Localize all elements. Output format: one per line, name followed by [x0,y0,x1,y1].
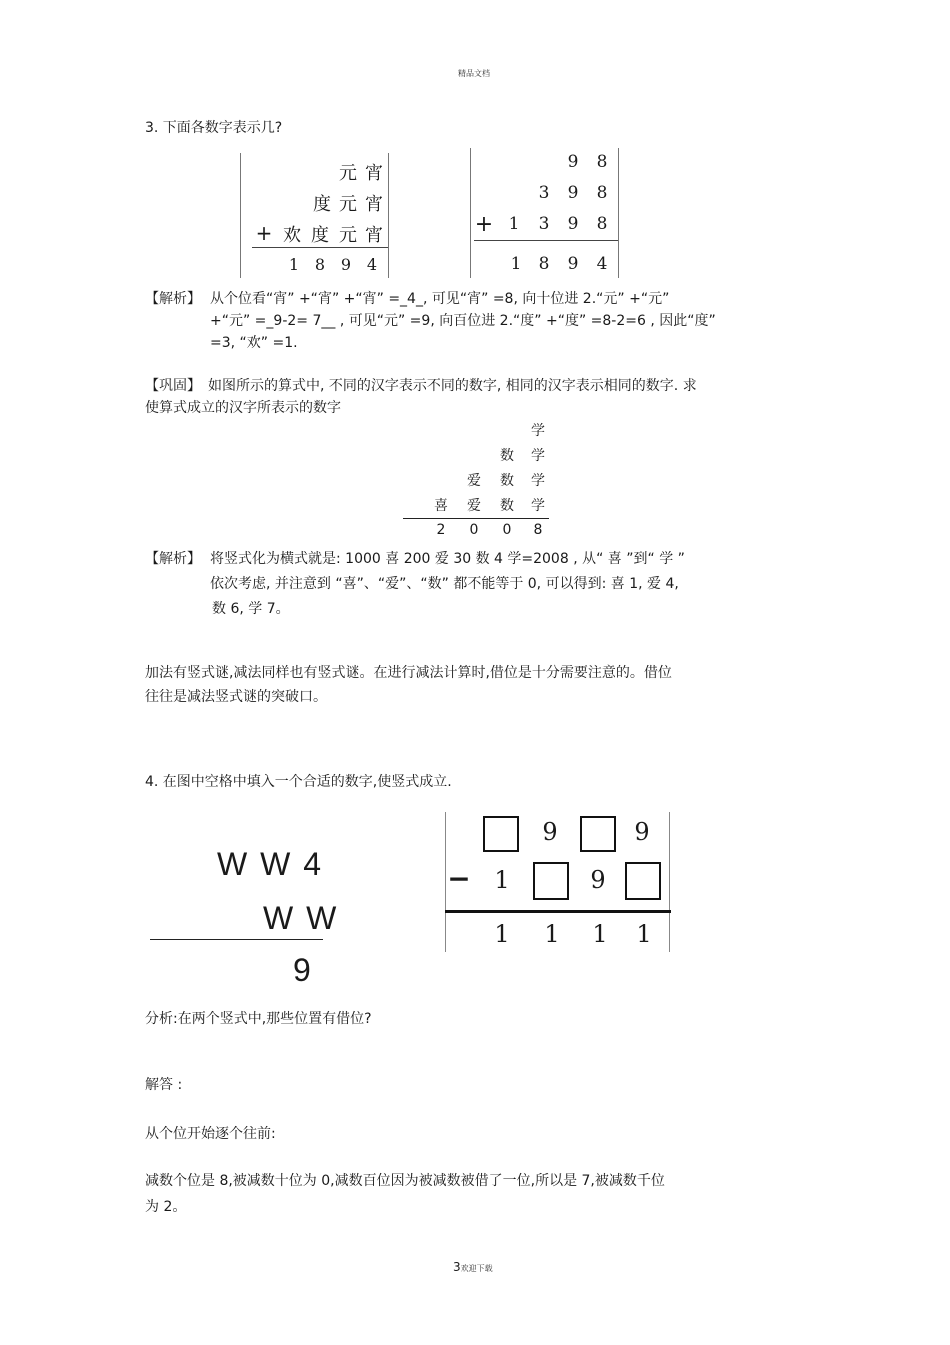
header-label: 精品文档 [458,69,490,78]
analysis-tag: 【解析】 [145,291,201,307]
figure-border [445,812,446,952]
hanzi-cell: 喜 [434,498,448,514]
hanzi-cell: 宵 [365,194,383,215]
digit-cell: 8 [596,183,608,203]
digit-cell: 8 [596,152,608,172]
blank-box[interactable] [533,862,569,900]
digit-cell: 8 [538,254,550,274]
q4-analysis: 分析:在两个竖式中,那些位置有借位? [145,1011,372,1027]
hanzi-cell: 欢 [283,225,301,246]
difference-line [150,939,323,940]
analysis-line: 依次考虑, 并注意到 “喜”、“爱”、“数” 都不能等于 0, 可以得到: 喜 1, 爱 4, [210,576,679,592]
analysis-line: 数 6, 学 7。 [212,601,290,617]
digit-cell: 1 [508,214,520,234]
sum-line [403,518,549,519]
q3-title: 3. 下面各数字表示几? [145,120,283,136]
digit-cell: 3 [538,183,550,203]
q4-answer-label: 解答 : [145,1077,183,1093]
difference-line [445,910,671,913]
footer [453,1259,493,1275]
blank-box[interactable] [580,816,616,852]
digit-cell: 2 [436,522,446,538]
digit-cell: 3 [538,214,550,234]
figure-border [240,153,241,278]
sum-line [252,247,388,248]
hanzi-cell: 爱 [467,498,481,514]
hanzi-cell: 爱 [467,473,481,489]
digit-cell: 1 [288,255,300,274]
figure-border [388,153,389,278]
digit-cell: 9 [340,255,352,274]
hanzi-cell: 数 [500,448,514,464]
hanzi-cell: 宵 [365,225,383,246]
q3-figure-left [240,153,390,278]
blank-box[interactable] [625,862,661,900]
digit-cell: 9 [567,152,579,172]
digit-cell: 0 [469,522,479,538]
consolidate-figure [400,418,550,543]
consolidate-tag: 【巩固】 [145,378,201,394]
consolidate-line: 如图所示的算式中, 不同的汉字表示不同的数字, 相同的汉字表示相同的数字. 求 [208,378,697,394]
plus-sign: + [255,221,273,245]
minus-sign: − [447,862,471,895]
hanzi-cell: 数 [500,498,514,514]
difference-row: 9 [293,952,311,988]
digit-cell: 9 [634,818,650,846]
digit-cell: 8 [533,522,543,538]
q4-step: 为 2。 [145,1199,187,1215]
minuend-row: W W 4 [217,846,323,882]
subtrahend-row: W W [263,900,339,936]
plus-sign: + [474,212,494,237]
hanzi-cell: 学 [531,448,545,464]
hanzi-cell: 度 [313,194,331,215]
hanzi-cell: 宵 [365,163,383,184]
digit-cell: 1 [636,920,652,948]
digit-cell: 9 [567,183,579,203]
digit-cell: 1 [494,866,510,894]
digit-cell: 9 [590,866,606,894]
hanzi-cell: 学 [531,423,545,439]
analysis-line: +“元” =_9-2= 7__ , 可见“元” =9, 向百位进 2.“度” +“度” =8-2=6 , 因此“度” [210,313,716,329]
analysis-line: 从个位看“宵” +“宵” +“宵” =_4_, 可见“宵” =8, 向十位进 2.“元” +“元” [210,291,670,307]
digit-cell: 4 [596,254,608,274]
digit-cell: 1 [494,920,510,948]
digit-cell: 4 [366,255,378,274]
intro-line: 往往是减法竖式谜的突破口。 [145,689,327,705]
consolidate-line: 使算式成立的汉字所表示的数字 [145,400,341,416]
hanzi-cell: 元 [339,194,357,215]
q3-figure-right [470,148,620,278]
digit-cell: 1 [544,920,560,948]
figure-border [669,812,670,952]
digit-cell: 9 [542,818,558,846]
hanzi-cell: 元 [339,163,357,184]
q4-figure-right [445,812,671,952]
intro-line: 加法有竖式谜,减法同样也有竖式谜。在进行减法计算时,借位是十分需要注意的。借位 [145,665,672,681]
footer-label: 欢迎下载 [460,1264,493,1273]
q4-step: 减数个位是 8,被减数十位为 0,减数百位因为被减数被借了一位,所以是 7,被减数千位 [145,1173,665,1189]
sum-line [474,240,618,241]
hanzi-cell: 度 [311,225,329,246]
digit-cell: 8 [314,255,326,274]
blank-box[interactable] [483,816,519,852]
hanzi-cell: 学 [531,473,545,489]
hanzi-cell: 元 [339,225,357,246]
q4-figure-left [145,840,345,990]
digit-cell: 9 [567,254,579,274]
hanzi-cell: 数 [500,473,514,489]
digit-cell: 9 [567,214,579,234]
q4-title: 4. 在图中空格中填入一个合适的数字,使竖式成立. [145,774,452,790]
analysis-tag: 【解析】 [145,551,201,567]
digit-cell: 8 [596,214,608,234]
q4-step: 从个位开始逐个往前: [145,1126,276,1142]
hanzi-cell: 学 [531,498,545,514]
figure-border [618,148,619,278]
page-number: 3 [453,1260,461,1274]
digit-cell: 1 [592,920,608,948]
analysis-line: 将竖式化为横式就是: 1000 喜 200 爱 30 数 4 学=2008 , 从“ 喜 ”到“ 学 ” [210,551,685,567]
analysis-line: =3, “欢” =1. [210,335,298,351]
figure-border [470,148,471,278]
digit-cell: 0 [502,522,512,538]
digit-cell: 1 [510,254,522,274]
